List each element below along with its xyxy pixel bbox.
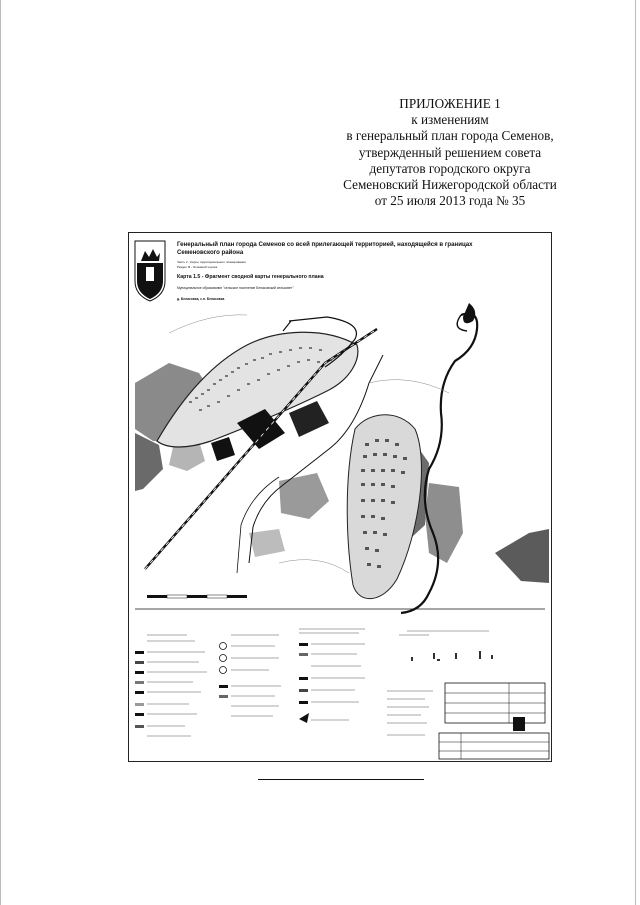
appendix-heading: [300, 96, 600, 209]
coat-of-arms-emblem: [135, 241, 165, 301]
map-card-title: Карта 1.5 - Фрагмент сводной карты генерального плана: [177, 274, 324, 280]
scan-left-edge: [0, 0, 1, 905]
map-title-line2: Семеновского района: [177, 249, 244, 256]
map-title-line1: Генеральный план города Семенов со всей прилегающей территорией, находящейся в границах: [177, 241, 473, 248]
appendix-line: к изменениям: [411, 112, 489, 128]
map-settlement: д. Беласовка, с.п. Беласовка: [177, 297, 225, 301]
map-legend: [135, 629, 493, 736]
appendix-line: от 25 июля 2013 года № 35: [374, 193, 526, 209]
appendix-line: депутатов городского округа: [369, 160, 531, 176]
appendix-line: в генеральный план города Семенов,: [346, 128, 554, 144]
scale-bar: [147, 595, 247, 598]
appendix-title: ПРИЛОЖЕНИЕ 1: [399, 96, 501, 111]
scan-right-edge: [635, 0, 636, 905]
map-municipality: Муниципальное образование "сельское поселение Беласовский сельсовет": [177, 286, 294, 290]
map-part-line1: Часть 2 - Карты территориального планирования: [177, 260, 246, 264]
map-drawing: [129, 233, 551, 761]
map-part-line2: Раздел III - Основной чертеж: [177, 265, 218, 269]
general-plan-map: [128, 232, 552, 762]
appendix-line: Семеновский Нижегородской области: [343, 177, 557, 193]
appendix-line: утвержденный решением совета: [358, 144, 542, 160]
bottom-divider: [258, 779, 424, 780]
map-territory: [135, 303, 549, 613]
title-block-stamp: [439, 683, 549, 759]
